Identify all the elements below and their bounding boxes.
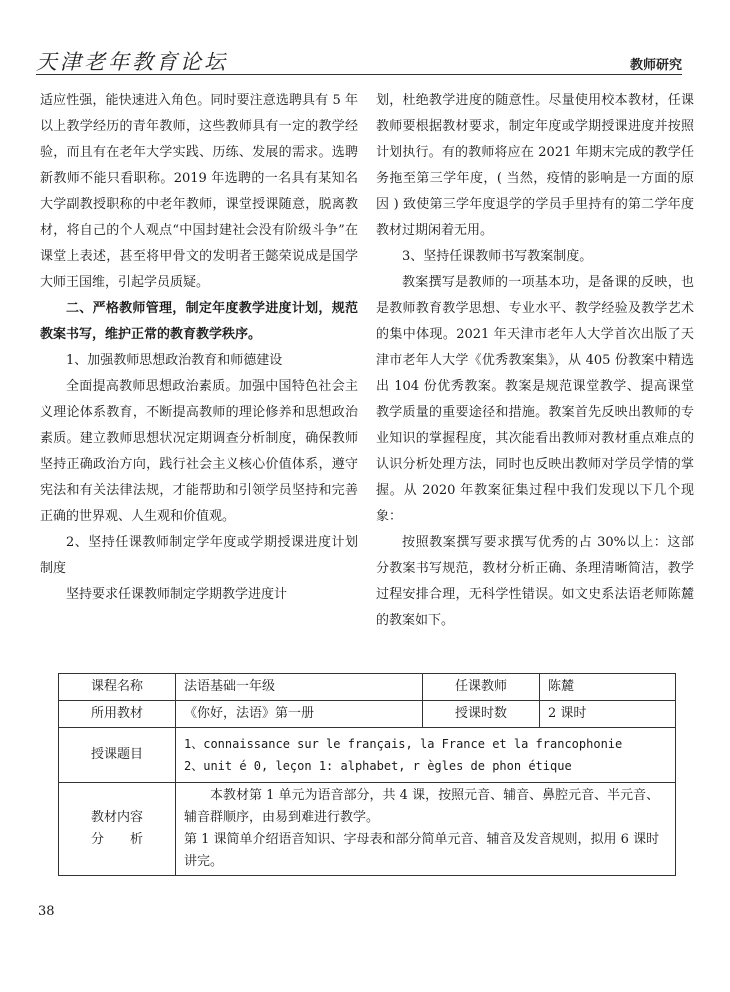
right-subheading-3: 3、坚持任课教师书写教案制度。 [402,249,593,264]
left-column [40,88,358,608]
textbook-label: 所用教材 [59,701,176,728]
right-para-2: 教案撰写是教师的一项基本功，是备课的反映，也是教师教育教学思想、专业水平、教学经验及教学艺术的集中体现。2021 年天津市老年人大学首次出版了天津市老年人大学《优秀教案集》，从 405 份教案中精选出 104 份优秀教案。教案是规范课堂教学、提高课堂教学质量的重要途径和措施。教案首先反映出教师的专业知识的掌握程度，其次能看出教师对教材重点难点的认识分析处理方法，同时也反映出教师对学员学情的掌握。从 2020 年教案征集过程中我们发现以下几个现象： [376,275,694,524]
header-divider [36,74,682,75]
journal-logo: 天津老年教育论坛 [36,50,228,74]
table-row [59,728,676,783]
analysis-label [59,783,176,876]
topic-label: 授课题目 [59,728,176,783]
right-para-3: 按照教案撰写要求撰写优秀的占 30%以上：这部分教案书写规范，教材分析正确、条理清晰简洁，教学过程安排合理，无科学性错误。如文史系法语老师陈麓的教案如下。 [376,535,694,628]
left-subheading-1: 1、加强教师思想政治教育和师德建设 [66,353,283,368]
teacher-label: 任课教师 [423,674,540,701]
analysis-value [176,783,676,876]
right-column [376,88,694,634]
topic-line-2: 2、unit é 0, leçon 1: alphabet, r ègles de phon étique [184,759,572,773]
topic-line-1: 1、connaissance sur le français, la France et la francophonie [184,737,623,751]
analysis-para-1: 本教材第 1 单元为语音部分，共 4 课，按照元音、辅音、鼻腔元音、半元音、辅音群顺序，由易到难进行教学。 [184,788,660,825]
analysis-label-line-2: 分 析 [90,832,143,847]
hours-value: 2 课时 [540,701,676,728]
left-heading: 二、严格教师管理，制定年度教学进度计划，规范教案书写，维护正常的教育教学秩序。 [40,301,358,342]
course-name-value: 法语基础一年级 [176,674,423,701]
table-row [59,701,676,728]
page-header [0,0,730,80]
lesson-plan-table [58,673,676,876]
page-number: 38 [38,904,55,919]
textbook-value: 《你好，法语》第一册 [176,701,423,728]
course-name-label: 课程名称 [59,674,176,701]
left-para-1: 适应性强，能快速进入角色。同时要注意选聘具有 5 年以上教学经历的青年教师，这些教师具有一定的教学经验，而且有在老年大学实践、历练、发展的需求。选聘新教师不能只看职称。2019 年选聘的一名具有某知名大学副教授职称的中老年教师，课堂授课随意，脱离教材，将自己的个人观点“中国封建社会没有阶级斗争”在课堂上表述，甚至将甲骨文的发明者王懿荣说成是国学大师王国维，引起学员质疑。 [40,93,358,290]
right-para-1: 划，杜绝教学进度的随意性。尽量使用校本教材，任课教师要根据教材要求，制定年度或学期授课进度并按照计划执行。有的教师将应在 2021 年期末完成的教学任务拖至第三学年度，( 当然，疫情的影响是一方面的原因 ) 致使第三学年度退学的学员手里持有的第二学年度教材过期闲着无用。 [376,93,694,238]
topic-value [176,728,676,783]
table-row [59,674,676,701]
hours-label: 授课时数 [423,701,540,728]
left-para-2: 全面提高教师思想政治素质。加强中国特色社会主义理论体系教育，不断提高教师的理论修养和思想政治素质。建立教师思想状况定期调查分析制度，确保教师坚持正确政治方向，践行社会主义核心价值体系，遵守宪法和有关法律法规，才能帮助和引领学员坚持和完善正确的世界观、人生观和价值观。 [40,379,358,524]
left-para-3: 坚持要求任课教师制定学期教学进度计 [66,587,288,602]
analysis-para-2: 第 1 课简单介绍语音知识、字母表和部分简单元音、辅音及发音规则，拟用 6 课时讲完。 [184,832,660,869]
left-subheading-2: 2、坚持任课教师制定学年度或学期授课进度计划制度 [40,535,358,576]
section-title: 教师研究 [629,58,682,73]
teacher-value: 陈麓 [540,674,676,701]
table-row [59,783,676,876]
analysis-label-line-1: 教材内容 [90,810,143,825]
